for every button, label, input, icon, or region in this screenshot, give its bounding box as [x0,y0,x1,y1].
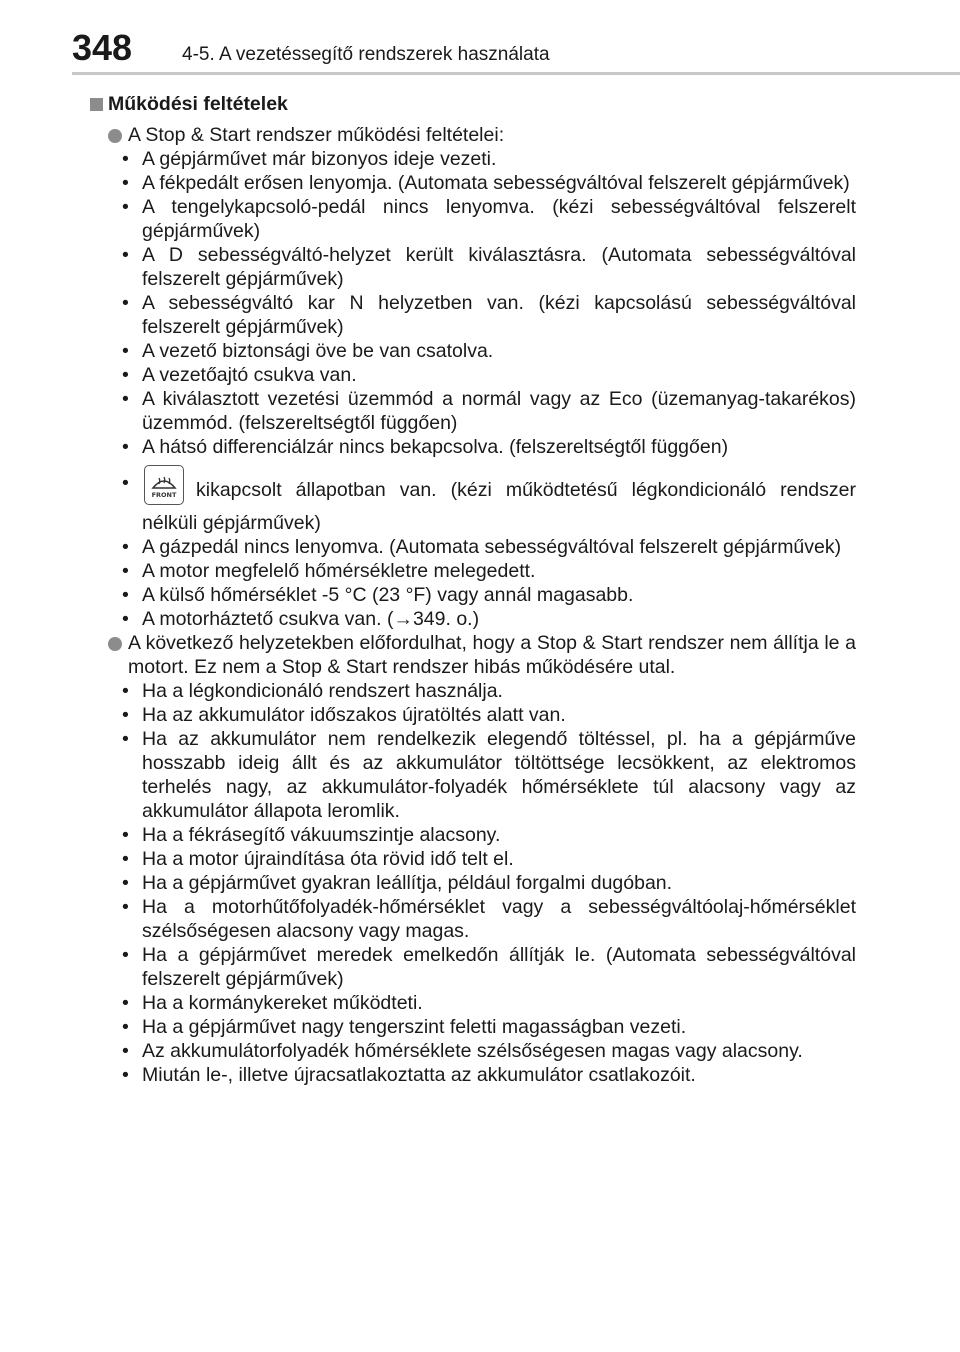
circle-bullet-icon [108,637,122,651]
page-content [108,92,856,1087]
square-bullet-icon [90,98,103,111]
list-item: • A külső hőmérséklet -5 °C (23 °F) vagy annál magasabb. [122,584,634,606]
exceptions-list [108,679,856,1087]
point-2 [106,631,856,679]
list-item: • A kiválasztott vezetési üzemmód a normál vagy az Eco (üzemanyag-takarékos) üzemmód. (felszereltségtől függően) [122,388,856,434]
circle-bullet-icon [108,129,122,143]
section-heading-text: Működési feltételek [108,93,288,115]
header-rule [72,72,960,75]
page-number: 348 [72,27,133,68]
point-2-text: A következő helyzetekben előfordulhat, hogy a Stop & Start rendszer nem állítja le a motort. Ez nem a Stop & Start rendszer hibás működésére utal. [128,632,856,678]
front-icon-bullet-text: kikapcsolt állapotban van. (kézi működtetésű légkondicionáló rendszer nélküli gépjárművek) [142,479,856,534]
list-item: • Ha a gépjárművet gyakran leállítja, például forgalmi dugóban. [122,872,673,894]
list-item: • Az akkumulátorfolyadék hőmérséklete szélsőségesen magas vagy alacsony. [122,1040,803,1062]
list-item: • Ha az akkumulátor időszakos újratöltés alatt van. [122,704,566,726]
list-item: • Ha a fékrásegítő vákuumszintje alacsony. [122,824,501,846]
list-item: • Ha az akkumulátor nem rendelkezik elegendő töltéssel, pl. ha a gépjárműve hosszabb ideig állt és az akkumulátor töltöttsége lecsökkent, az elektromos terhelés nagy, az akkumulátor-folyadék hőmérséklete túl alacsony vagy az akkumulátor állapota leromlik. [122,728,856,822]
list-item: • A gépjárművet már bizonyos ideje vezeti. [122,148,497,170]
list-item: • A gázpedál nincs lenyomva. (Automata sebességváltóval felszerelt gépjárművek) [122,536,842,558]
section-heading [90,92,856,116]
page-reference: 349. o.) [412,608,480,630]
list-item: • Ha a légkondicionáló rendszert használja. [122,680,503,702]
point-1 [106,123,856,147]
front-defroster-icon [144,465,184,505]
list-item: • Miután le-, illetve újracsatlakoztatta az akkumulátor csatlakozóit. [122,1064,696,1086]
list-item-hood: • A motorháztető csukva van. (→349. o.) [122,608,480,630]
list-item: • A vezető biztonsági öve be van csatolva. [122,340,494,362]
list-item: • Ha a motor újraindítása óta rövid idő telt el. [122,848,514,870]
list-item-front-defroster: • FRONT kikapcsolt állapotban van. (kézi működtetésű légkondicionáló rendszer nélküli gépjárművek) [108,459,856,535]
chapter-title: 4-5. A vezetéssegítő rendszerek használata [182,44,550,65]
list-item: • A sebességváltó kar N helyzetben van. (kézi kapcsolású sebességváltóval felszerelt gépjárművek) [122,292,856,338]
list-item: • A D sebességváltó-helyzet került kiválasztásra. (Automata sebességváltóval felszerelt gépjárművek) [122,244,856,290]
list-item: • Ha a gépjárművet meredek emelkedőn állítják le. (Automata sebességváltóval felszerelt gépjárművek) [122,944,856,990]
page-header [0,0,960,80]
list-item: • Ha a gépjárművet nagy tengerszint feletti magasságban vezeti. [122,1016,687,1038]
point-1-text: A Stop & Start rendszer működési feltételei: [128,124,505,146]
arrow-reference-icon: → [393,608,413,630]
list-item: • A vezetőajtó csukva van. [122,364,357,386]
conditions-list [108,147,856,631]
list-item: • A hátsó differenciálzár nincs bekapcsolva. (felszereltségtől függően) [122,436,729,458]
front-icon-label: FRONT [151,491,177,499]
list-item: • A fékpedált erősen lenyomja. (Automata sebességváltóval felszerelt gépjárművek) [122,172,850,194]
list-item: • Ha a kormánykereket működteti. [122,992,423,1014]
list-item: • Ha a motorhűtőfolyadék-hőmérséklet vagy a sebességváltóolaj-hőmérséklet szélsőségesen alacsony vagy magas. [122,896,856,942]
list-item: • A tengelykapcsoló-pedál nincs lenyomva. (kézi sebességváltóval felszerelt gépjárművek) [122,196,856,242]
list-item: • A motor megfelelő hőmérsékletre melegedett. [122,560,536,582]
